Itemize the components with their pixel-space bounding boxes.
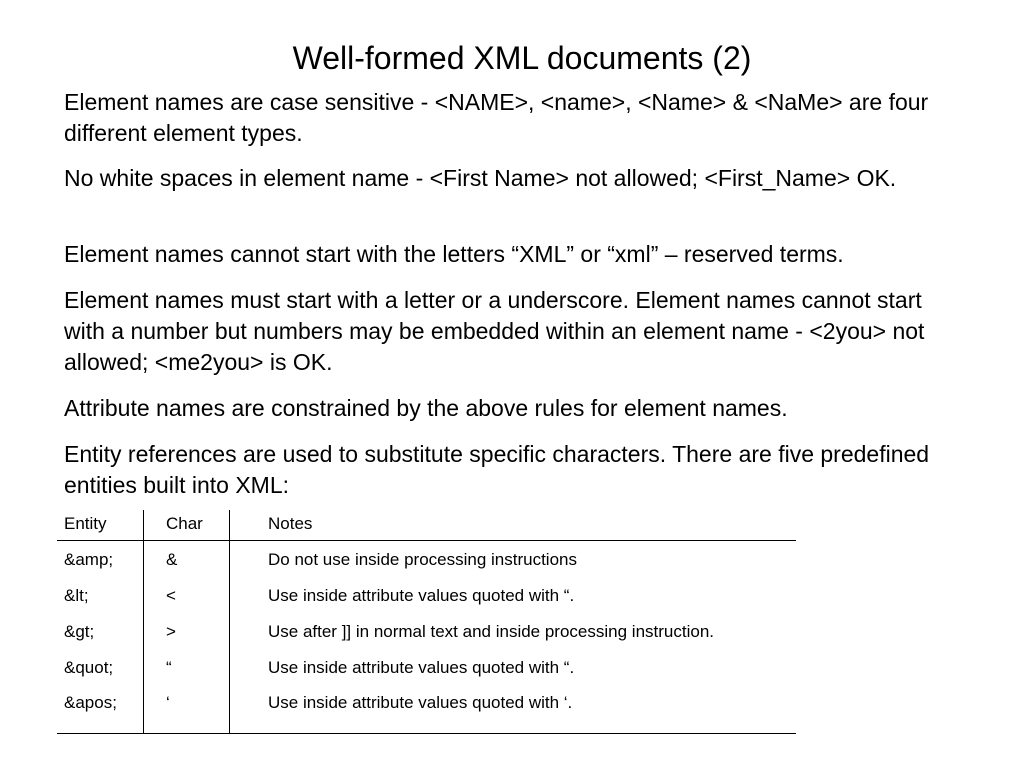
table-header-notes: Notes <box>268 514 313 533</box>
table-column-divider <box>229 510 230 733</box>
table-cell-char: < <box>166 586 176 605</box>
table-bottom-rule <box>57 733 796 734</box>
slide-title: Well-formed XML documents (2) <box>292 40 752 76</box>
table-cell-entity: &lt; <box>64 586 89 605</box>
table-cell-char: & <box>166 550 178 569</box>
paragraph-white-spaces: No white spaces in element name - <First Name> not allowed; <First_Name> OK. <box>64 165 897 191</box>
table-cell-char: “ <box>166 658 172 677</box>
paragraph-case-sensitive: Element names are case sensitive - <NAME>, <name>, <Name> & <NaMe> are four different element types. <box>64 89 929 146</box>
paragraph-entity-references: Entity references are used to substitute specific characters. There are five predefined entities built into XML: <box>64 441 930 498</box>
paragraph-start-letter: Element names must start with a letter or a underscore. Element names cannot start with a number but numbers may be embedded within an element name - <2you> not allowed; <me2you> is OK. <box>64 287 925 375</box>
table-cell-entity: &apos; <box>64 693 117 712</box>
table-cell-notes: Do not use inside processing instructions <box>268 550 577 569</box>
table-cell-entity: &quot; <box>64 658 114 677</box>
table-column-divider <box>143 510 144 733</box>
table-cell-notes: Use after ]] in normal text and inside processing instruction. <box>268 622 714 641</box>
table-cell-char: > <box>166 622 176 641</box>
table-cell-notes: Use inside attribute values quoted with “. <box>268 586 575 605</box>
table-cell-char: ‘ <box>166 693 170 712</box>
table-header-entity: Entity <box>64 514 107 533</box>
table-cell-entity: &gt; <box>64 622 95 641</box>
table-cell-notes: Use inside attribute values quoted with “. <box>268 658 575 677</box>
table-header-rule <box>57 540 796 541</box>
table-header-char: Char <box>166 514 203 533</box>
table-cell-entity: &amp; <box>64 550 114 569</box>
table-cell-notes: Use inside attribute values quoted with ‘. <box>268 693 573 712</box>
paragraph-attribute-names: Attribute names are constrained by the above rules for element names. <box>64 395 788 421</box>
paragraph-reserved-xml: Element names cannot start with the letters “XML” or “xml” – reserved terms. <box>64 241 844 267</box>
